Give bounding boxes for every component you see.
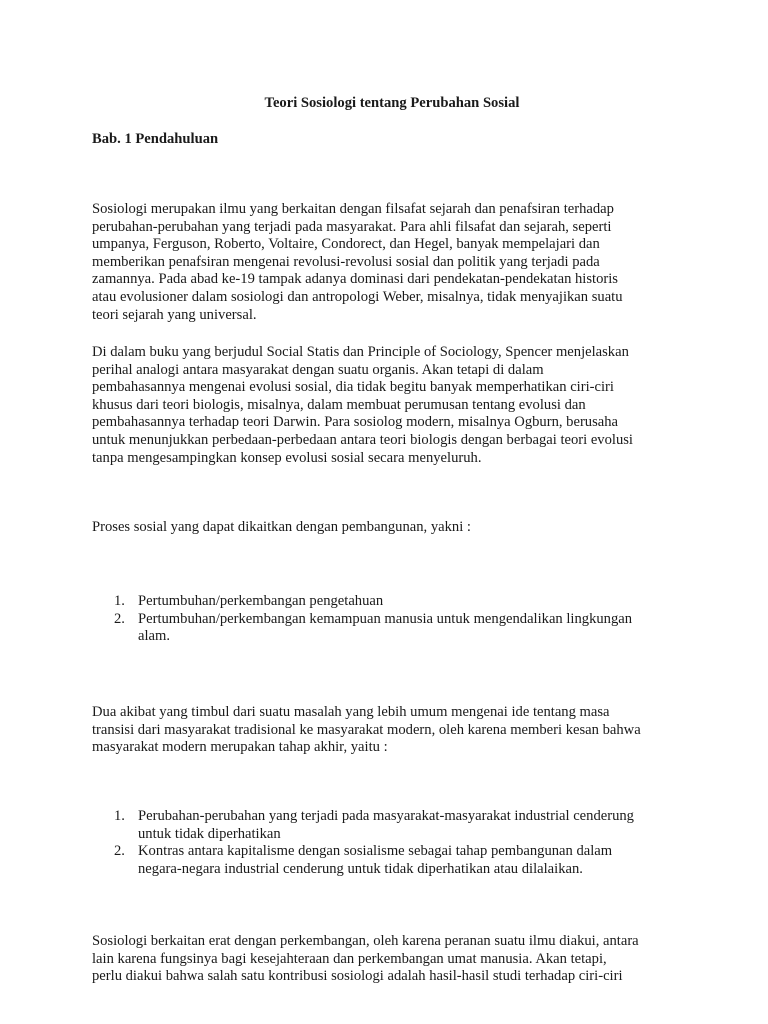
numbered-list-2 [92, 808, 692, 878]
paragraph-2 [92, 344, 692, 467]
paragraph-line: teori sejarah yang universal. [92, 306, 257, 323]
paragraph-line: untuk menunjukkan perbedaan-perbedaan antara teori biologis dengan berbagai teori evolusi [92, 431, 633, 448]
paragraph-5 [92, 933, 692, 986]
paragraph-line: Sosiologi berkaitan erat dengan perkembangan, oleh karena peranan suatu ilmu diakui, antara [92, 933, 639, 949]
paragraph-line: transisi dari masyarakat tradisional ke masyarakat modern, oleh karena memberi kesan bahwa [92, 721, 641, 738]
list-number: 1. [114, 808, 125, 824]
paragraph-line: pembahasannya mengenai evolusi sosial, dia tidak begitu banyak memperhatikan ciri-ciri [92, 379, 614, 396]
list-item [92, 808, 692, 843]
list-item-line: alam. [138, 628, 171, 645]
paragraph-line: tanpa mengesampingkan konsep evolusi sosial secara menyeluruh. [92, 449, 482, 466]
paragraph-line: atau evolusioner dalam sosiologi dan antropologi Weber, misalnya, tidak menyajikan suatu [92, 288, 623, 305]
paragraph-1 [92, 201, 692, 324]
paragraph-line: zamannya. Pada abad ke-19 tampak adanya dominasi dari pendekatan-pendekatan historis [92, 271, 618, 288]
paragraph-line: umpanya, Ferguson, Roberto, Voltaire, Condorect, dan Hegel, banyak mempelajari dan [92, 236, 600, 253]
paragraph-line: Proses sosial yang dapat dikaitkan dengan pembangunan, yakni : [92, 519, 471, 535]
list-item [92, 843, 692, 878]
paragraph-3 [92, 519, 692, 537]
paragraph-4 [92, 704, 692, 757]
list-item [92, 611, 692, 646]
paragraph-line: pembahasannya terhadap teori Darwin. Para sosiolog modern, misalnya Ogburn, berusaha [92, 414, 619, 431]
list-number: 1. [114, 593, 125, 609]
list-item [92, 593, 692, 611]
list-number: 2. [114, 843, 125, 860]
paragraph-line: perubahan-perubahan yang terjadi pada masyarakat. Para ahli filsafat dan sejarah, seperti [92, 218, 612, 235]
chapter-heading: Bab. 1 Pendahuluan [92, 131, 219, 147]
paragraph-line: Di dalam buku yang berjudul Social Statis dan Principle of Sociology, Spencer menjelaskan [92, 344, 629, 360]
numbered-list-1 [92, 593, 692, 646]
list-item-line: Kontras antara kapitalisme dengan sosialisme sebagai tahap pembangunan dalam [138, 843, 613, 860]
paragraph-line: Dua akibat yang timbul dari suatu masalah yang lebih umum mengenai ide tentang masa [92, 704, 610, 720]
list-item-line: Pertumbuhan/perkembangan kemampuan manusia untuk mengendalikan lingkungan [138, 610, 633, 627]
paragraph-line: perihal analogi antara masyarakat dengan suatu organis. Akan tetapi di dalam [92, 361, 544, 378]
document-title: Teori Sosiologi tentang Perubahan Sosial [264, 95, 520, 111]
list-number: 2. [114, 610, 125, 627]
list-item-line: Pertumbuhan/perkembangan pengetahuan [138, 593, 384, 609]
paragraph-line: memberikan penafsiran mengenai revolusi-revolusi sosial dan politik yang terjadi pada [92, 253, 600, 270]
paragraph-line: lain karena fungsinya bagi kesejahteraan dan perkembangan umat manusia. Akan tetapi, [92, 950, 607, 967]
list-item-line: negara-negara industrial cenderung untuk tidak diperhatikan atau dilalaikan. [138, 860, 583, 877]
list-item-line: untuk tidak diperhatikan [138, 825, 281, 842]
list-item-line: Perubahan-perubahan yang terjadi pada masyarakat-masyarakat industrial cenderung [138, 808, 634, 824]
paragraph-line: perlu diakui bahwa salah satu kontribusi sosiologi adalah hasil-hasil studi terhadap ciri-ciri [92, 968, 623, 985]
paragraph-line: masyarakat modern merupakan tahap akhir, yaitu : [92, 739, 388, 756]
paragraph-line: Sosiologi merupakan ilmu yang berkaitan dengan filsafat sejarah dan penafsiran terhadap [92, 201, 614, 217]
paragraph-line: khusus dari teori biologis, misalnya, dalam membuat perumusan tentang evolusi dan [92, 396, 586, 413]
